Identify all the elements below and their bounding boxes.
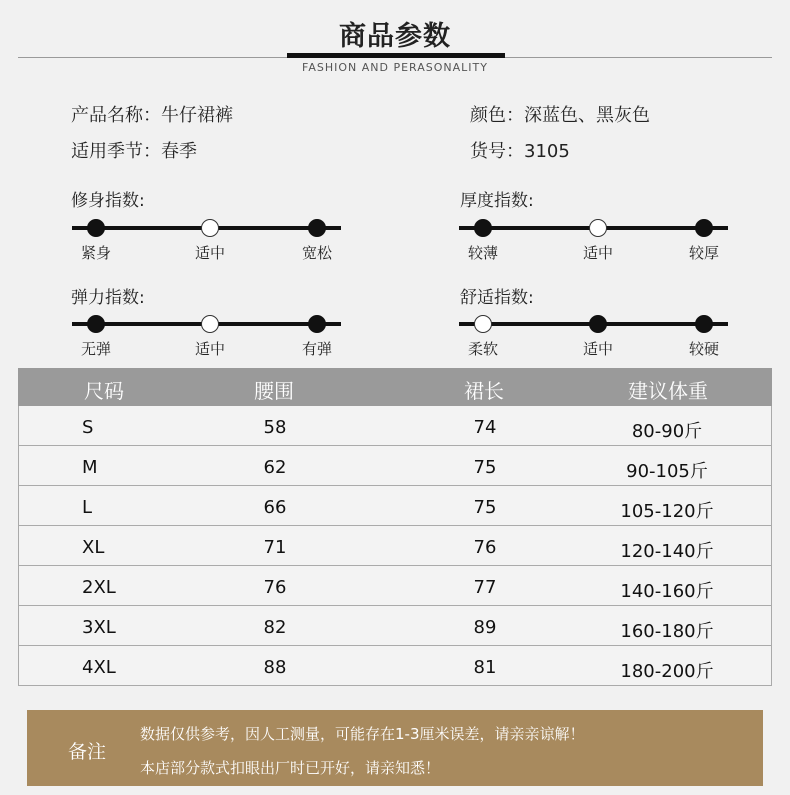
waist-cell: 82: [263, 617, 287, 638]
size-cell: S: [82, 417, 94, 438]
waist-cell: 71: [263, 537, 287, 558]
scale-option-label: 适中: [582, 244, 614, 262]
weight-cell: 180-200斤: [620, 661, 714, 682]
skirt-length-cell: 76: [473, 537, 497, 558]
filled-dot-marker: [87, 219, 105, 237]
product-color: 颜色：深蓝色、黑灰色: [470, 105, 650, 126]
hollow-dot-marker: [201, 219, 219, 237]
scale-option-label: 宽松: [301, 244, 333, 262]
hollow-dot-marker: [474, 315, 492, 333]
waist-cell: 76: [263, 577, 287, 598]
table-body: [18, 406, 772, 686]
skirt-length-cell: 75: [473, 497, 497, 518]
product-item-no: 货号：3105: [470, 141, 570, 162]
table-row: [18, 606, 772, 646]
weight-cell: 80-90斤: [631, 421, 703, 442]
table-row: [18, 566, 772, 606]
title-underline-bar: [287, 53, 505, 58]
note-box: [27, 710, 763, 786]
weight-cell: 105-120斤: [620, 501, 714, 522]
hollow-dot-marker: [589, 219, 607, 237]
weight-cell: 120-140斤: [620, 541, 714, 562]
filled-dot-marker: [308, 315, 326, 333]
scale-option-label: 有弹: [301, 340, 333, 358]
scale-option-label: 适中: [194, 340, 226, 358]
filled-dot-marker: [589, 315, 607, 333]
table-row: [18, 446, 772, 486]
page-title: 商品参数: [339, 21, 451, 52]
scale-option-label: 无弹: [80, 340, 112, 358]
filled-dot-marker: [474, 219, 492, 237]
filled-dot-marker: [695, 315, 713, 333]
size-cell: 4XL: [82, 657, 116, 678]
page-subtitle: FASHION AND PERASONALITY: [302, 61, 488, 74]
table-header: [18, 368, 772, 406]
note-line: 本店部分款式扣眼出厂时已开好，请亲知悉！: [140, 759, 441, 777]
weight-cell: 90-105斤: [626, 461, 708, 482]
size-cell: M: [82, 457, 98, 478]
filled-dot-marker: [308, 219, 326, 237]
index-label: 修身指数:: [71, 191, 145, 211]
table-row: [18, 406, 772, 446]
skirt-length-cell: 74: [473, 417, 497, 438]
scale-option-label: 紧身: [80, 244, 112, 262]
note-label: 备注: [68, 741, 107, 763]
scale-option-label: 适中: [582, 340, 614, 358]
scale-option-label: 柔软: [467, 340, 499, 358]
skirt-length-cell: 89: [473, 617, 497, 638]
header-weight: 建议体重: [628, 379, 708, 403]
index-label: 厚度指数:: [460, 191, 534, 211]
size-cell: 2XL: [82, 577, 116, 598]
filled-dot-marker: [87, 315, 105, 333]
waist-cell: 58: [263, 417, 287, 438]
table-row: [18, 646, 772, 686]
skirt-length-cell: 81: [473, 657, 497, 678]
table-row: [18, 526, 772, 566]
waist-cell: 66: [263, 497, 287, 518]
scale-option-label: 较硬: [688, 340, 720, 358]
table-row: [18, 486, 772, 526]
weight-cell: 140-160斤: [620, 581, 714, 602]
size-cell: 3XL: [82, 617, 116, 638]
filled-dot-marker: [695, 219, 713, 237]
scale-option-label: 较厚: [688, 244, 720, 262]
header-waist: 腰围: [254, 379, 294, 403]
index-label: 舒适指数:: [460, 288, 534, 308]
product-season: 适用季节：春季: [71, 141, 197, 162]
skirt-length-cell: 75: [473, 457, 497, 478]
note-line: 数据仅供参考，因人工测量，可能存在1-3厘米误差，请亲亲谅解！: [140, 725, 585, 743]
size-cell: XL: [82, 537, 105, 558]
waist-cell: 88: [263, 657, 287, 678]
waist-cell: 62: [263, 457, 287, 478]
size-cell: L: [82, 497, 93, 518]
skirt-length-cell: 77: [473, 577, 497, 598]
product-name: 产品名称：牛仔裙裤: [71, 105, 233, 126]
size-table: [18, 368, 772, 686]
scale-option-label: 适中: [194, 244, 226, 262]
weight-cell: 160-180斤: [620, 621, 714, 642]
scale-option-label: 较薄: [467, 244, 499, 262]
header-skirt-length: 裙长: [464, 379, 504, 403]
hollow-dot-marker: [201, 315, 219, 333]
header-size: 尺码: [84, 379, 124, 403]
index-label: 弹力指数:: [71, 288, 145, 308]
